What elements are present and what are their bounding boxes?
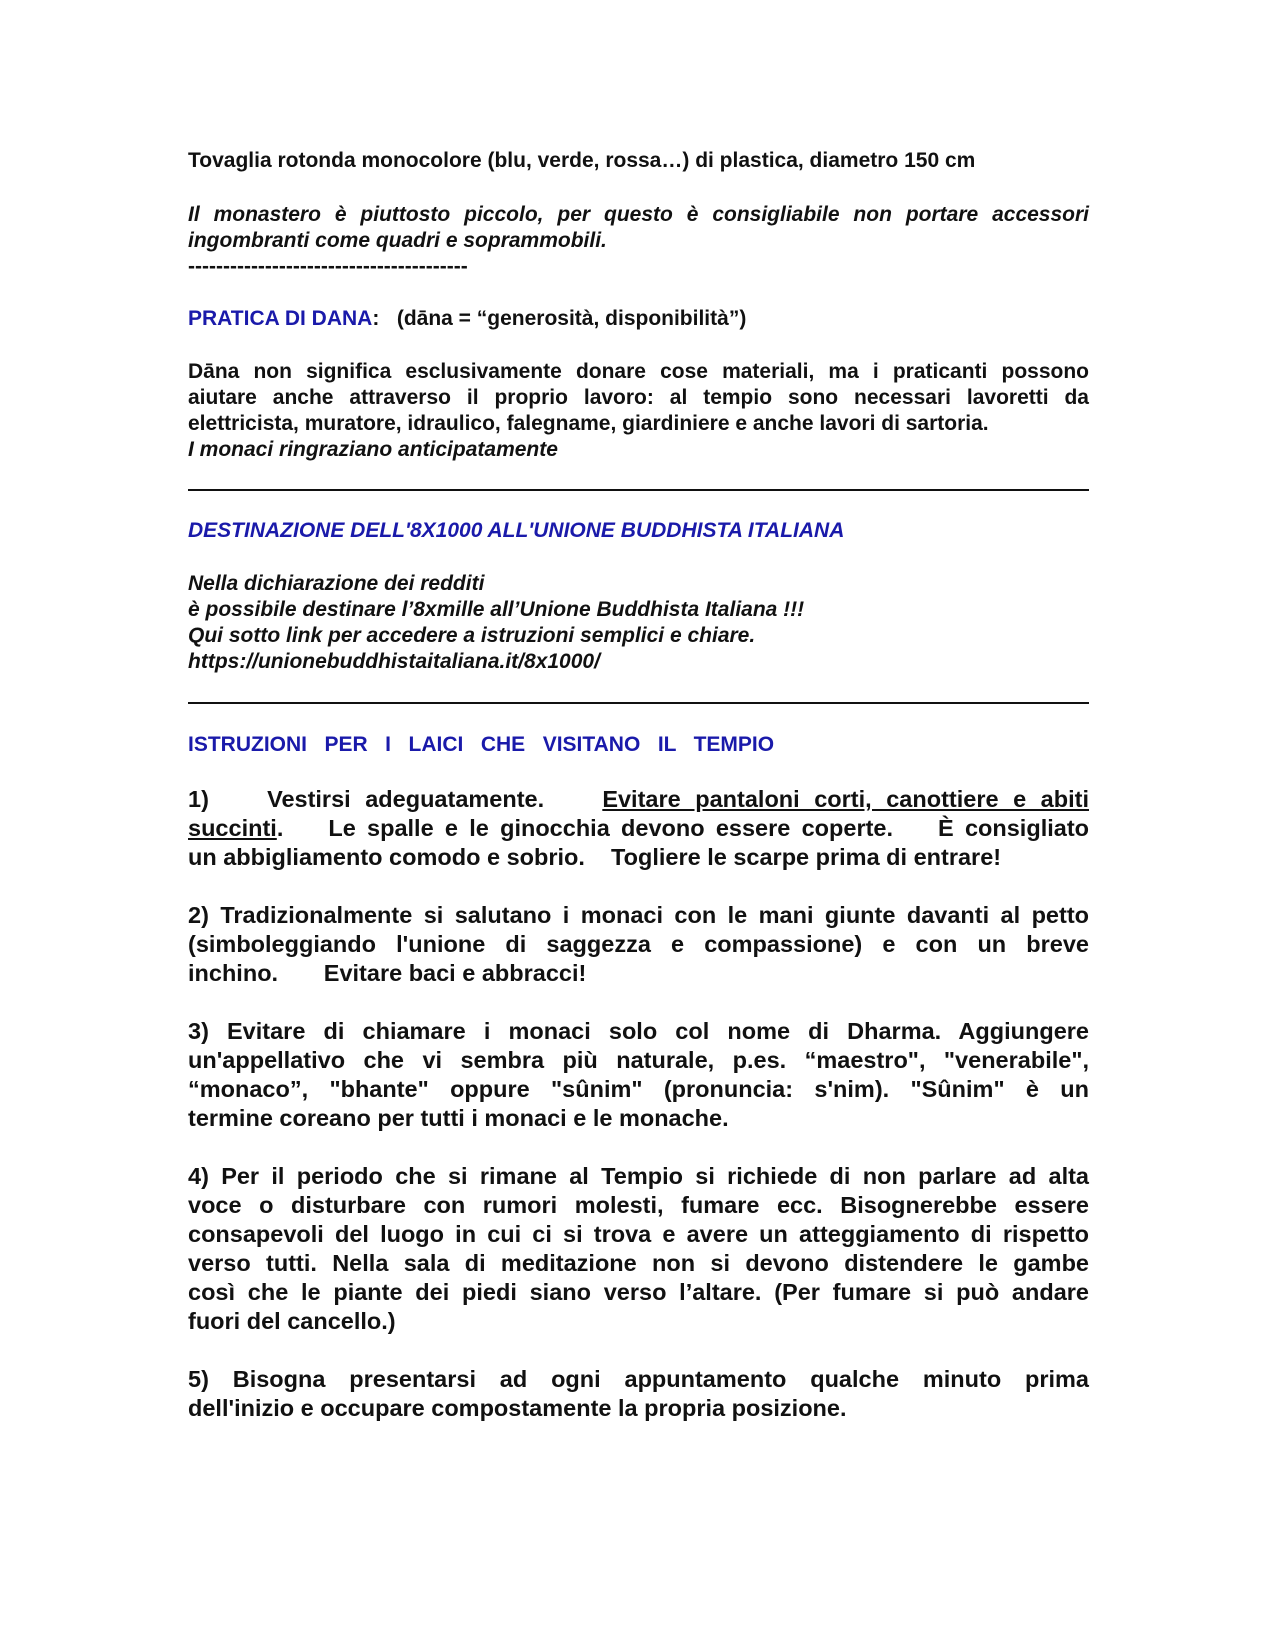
- istruzione-4-line4: verso tutti. Nella sala di meditazione non si devono distendere le gambe: [188, 1250, 1089, 1276]
- monastero-note-line1: Il monastero è piuttosto piccolo, per questo è consigliabile non portare accessori: [188, 203, 1089, 226]
- dana-heading: PRATICA DI DANA: [188, 307, 373, 330]
- istruzione-2-line3: inchino. Evitare baci e abbracci!: [188, 960, 587, 986]
- istruzione-4-line2: voce o disturbare con rumori molesti, fumare ecc. Bisognerebbe essere: [188, 1192, 1089, 1218]
- dana-heading-line: [188, 306, 1089, 332]
- istruzione-4-line5: così che le piante dei piedi siano verso l’altare. (Per fumare si può andare: [188, 1279, 1089, 1305]
- dana-text-line2: aiutare anche attraverso il proprio lavoro: al tempio sono necessari lavoretti da: [188, 386, 1089, 409]
- dana-text-line1: Dāna non significa esclusivamente donare cose materiali, ma i praticanti possono: [188, 360, 1089, 383]
- tovaglia-line: Tovaglia rotonda monocolore (blu, verde, rossa…) di plastica, diametro 150 cm: [188, 149, 976, 172]
- istruzione-2-line2: (simboleggiando l'unione di saggezza e compassione) e con un breve: [188, 931, 1089, 957]
- istruzione-3: [188, 1017, 1089, 1133]
- dana-meaning: (dāna = “generosità, disponibilità”): [396, 307, 747, 330]
- horizontal-rule: [188, 702, 1089, 704]
- istruzione-1-lead: 1) Vestirsi adeguatamente.: [188, 786, 603, 812]
- dashed-separator: ----------------------------------------: [188, 255, 468, 278]
- ottox1000-line3: Qui sotto link per accedere a istruzioni semplici e chiare.: [188, 624, 756, 647]
- istruzione-1-rest: . Le spalle e le ginocchia devono essere coperte. È consigliato: [276, 815, 1089, 841]
- istruzione-4: [188, 1162, 1089, 1336]
- istruzioni-heading: ISTRUZIONI PER I LAICI CHE VISITANO IL TEMPIO: [188, 733, 775, 756]
- ottox1000-line1: Nella dichiarazione dei redditi: [188, 572, 485, 595]
- monastero-note-line2: ingombranti come quadri e soprammobili.: [188, 229, 607, 252]
- ottox1000-heading: DESTINAZIONE DELL'8X1000 ALL'UNIONE BUDDHISTA ITALIANA: [188, 519, 845, 542]
- istruzione-5-line1: 5) Bisogna presentarsi ad ogni appuntamento qualche minuto prima: [188, 1366, 1089, 1392]
- dana-colon: :: [372, 307, 380, 330]
- horizontal-rule: [188, 489, 1089, 491]
- istruzione-5-line2: dell'inizio e occupare compostamente la propria posizione.: [188, 1395, 847, 1421]
- istruzione-3-line3: “monaco”, "bhante" oppure "sûnim" (pronuncia: s'nim). "Sûnim" è un: [188, 1076, 1089, 1102]
- istruzione-4-line1: 4) Per il periodo che si rimane al Tempio si richiede di non parlare ad alta: [188, 1163, 1089, 1189]
- dana-thanks: I monaci ringraziano anticipatamente: [188, 438, 558, 461]
- ottox1000-link[interactable]: https://unionebuddhistaitaliana.it/8x1000/: [188, 650, 600, 673]
- istruzione-4-line3: consapevoli del luogo in cui ci si trova e avere un atteggiamento di rispetto: [188, 1221, 1089, 1247]
- istruzione-1: [188, 785, 1089, 872]
- dana-text-line3: elettricista, muratore, idraulico, falegname, giardiniere e anche lavori di sartoria.: [188, 412, 989, 435]
- istruzione-1-line2: [188, 814, 1089, 843]
- istruzione-1-underlined-end: succinti: [188, 815, 277, 841]
- document-page: [188, 148, 1089, 1423]
- istruzione-4-line6: fuori del cancello.): [188, 1308, 396, 1334]
- istruzione-5: [188, 1365, 1089, 1423]
- istruzione-2: [188, 901, 1089, 988]
- istruzione-3-line1: 3) Evitare di chiamare i monaci solo col nome di Dharma. Aggiungere: [188, 1018, 1089, 1044]
- istruzione-3-line4: termine coreano per tutti i monaci e le monache.: [188, 1105, 729, 1131]
- istruzione-2-line1: 2) Tradizionalmente si salutano i monaci con le mani giunte davanti al petto: [188, 902, 1089, 928]
- ottox1000-line2: è possibile destinare l’8xmille all’Unione Buddhista Italiana !!!: [188, 598, 805, 621]
- istruzione-1-line1: [188, 785, 1089, 814]
- istruzione-1-line3: un abbigliamento comodo e sobrio. Togliere le scarpe prima di entrare!: [188, 844, 1002, 870]
- istruzione-1-underlined: Evitare pantaloni corti, canottiere e abiti: [602, 786, 1089, 812]
- istruzione-3-line2: un'appellativo che vi sembra più naturale, p.es. “maestro", "venerabile",: [188, 1047, 1089, 1073]
